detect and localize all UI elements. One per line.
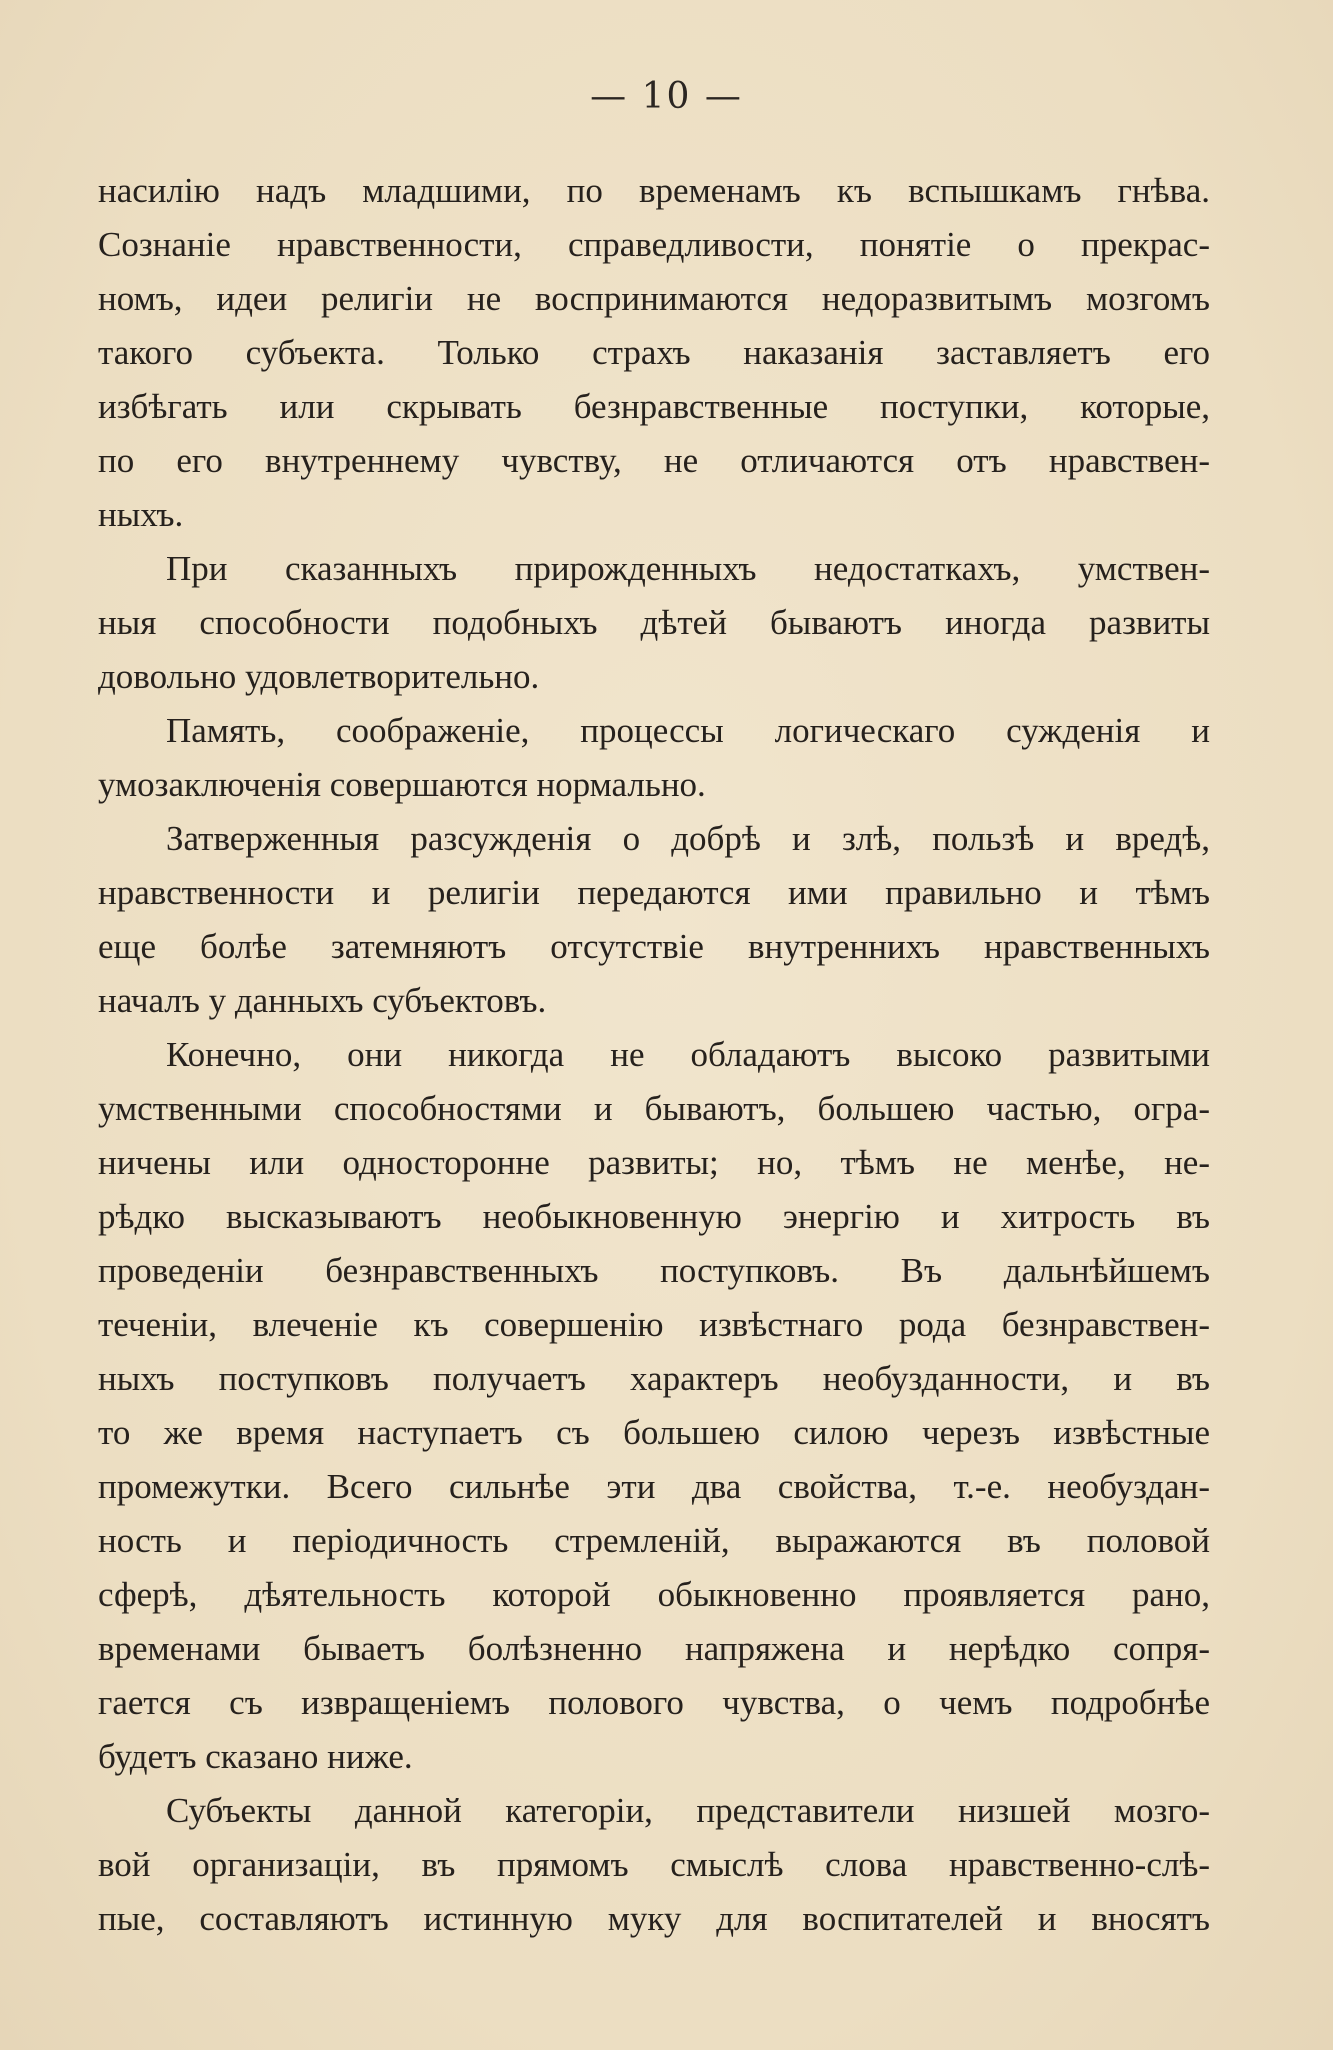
text-line: Память, соображеніе, процессы логическаго сужденія и bbox=[166, 711, 1210, 750]
text-line: ничены или односторонне развиты; но, тѣмъ не менѣе, не- bbox=[98, 1143, 1210, 1182]
text-line: будетъ сказано ниже. bbox=[98, 1737, 413, 1776]
page-number: — 10 — bbox=[590, 76, 743, 117]
text-line: вой организаціи, въ прямомъ смыслѣ слова нравственно-слѣ- bbox=[98, 1845, 1210, 1884]
text-line: теченіи, влеченіе къ совершенію извѣстнаго рода безнравствен- bbox=[98, 1305, 1210, 1344]
text-line: Субъекты данной категоріи, представители низшей мозго- bbox=[166, 1791, 1210, 1830]
text-line: избѣгать или скрывать безнравственные поступки, которые, bbox=[98, 387, 1210, 426]
text-line: нравственности и религіи передаются ими правильно и тѣмъ bbox=[98, 873, 1210, 912]
text-line: пые, составляютъ истинную муку для воспитателей и вносятъ bbox=[98, 1899, 1210, 1938]
paragraph-6 bbox=[98, 1784, 1210, 1946]
text-line: по его внутреннему чувству, не отличаются отъ нравствен- bbox=[98, 441, 1210, 480]
text-line: При сказанныхъ прирожденныхъ недостаткахъ, умствен- bbox=[166, 549, 1210, 588]
text-line: номъ, идеи религіи не воспринимаются недоразвитымъ мозгомъ bbox=[98, 279, 1210, 318]
text-line: ныхъ. bbox=[98, 495, 184, 534]
text-line: проведеніи безнравственныхъ поступковъ. Въ дальнѣйшемъ bbox=[98, 1251, 1210, 1290]
text-line: Затверженныя разсужденія о добрѣ и злѣ, пользѣ и вредѣ, bbox=[166, 819, 1210, 858]
text-line: то же время наступаетъ съ большею силою черезъ извѣстные bbox=[98, 1413, 1210, 1452]
paragraph-2 bbox=[98, 542, 1210, 704]
text-line: ныхъ поступковъ получаетъ характеръ необузданности, и въ bbox=[98, 1359, 1210, 1398]
text-line: сферѣ, дѣятельность которой обыкновенно проявляется рано, bbox=[98, 1575, 1210, 1614]
text-line: ность и періодичность стремленій, выражаются въ половой bbox=[98, 1521, 1210, 1560]
text-line: такого субъекта. Только страхъ наказанія заставляетъ его bbox=[98, 333, 1210, 372]
text-line: умственными способностями и бываютъ, большею частью, огра- bbox=[98, 1089, 1210, 1128]
paragraph-4 bbox=[98, 812, 1210, 1028]
paragraph-5 bbox=[98, 1028, 1210, 1784]
paragraph-1 bbox=[98, 164, 1210, 542]
text-line: еще болѣе затемняютъ отсутствіе внутреннихъ нравственныхъ bbox=[98, 927, 1210, 966]
text-line: Сознаніе нравственности, справедливости, понятіе о прекрас- bbox=[98, 225, 1210, 264]
text-line: насилію надъ младшими, по временамъ къ вспышкамъ гнѣва. bbox=[98, 171, 1210, 210]
text-line: умозаключенія совершаются нормально. bbox=[98, 765, 706, 804]
text-line: рѣдко высказываютъ необыкновенную энергію и хитрость въ bbox=[98, 1197, 1210, 1236]
text-line: довольно удовлетворительно. bbox=[98, 657, 540, 696]
text-line: Конечно, они никогда не обладаютъ высоко развитыми bbox=[166, 1035, 1210, 1074]
text-line: гается съ извращеніемъ полового чувства, о чемъ подробнѣе bbox=[98, 1683, 1210, 1722]
text-line: промежутки. Всего сильнѣе эти два свойства, т.-е. необуздан- bbox=[98, 1467, 1210, 1506]
text-line: началъ у данныхъ субъектовъ. bbox=[98, 981, 547, 1020]
paragraph-3 bbox=[98, 704, 1210, 812]
text-line: временами бываетъ болѣзненно напряжена и нерѣдко сопря- bbox=[98, 1629, 1210, 1668]
body-text bbox=[98, 164, 1210, 1946]
text-line: ныя способности подобныхъ дѣтей бываютъ иногда развиты bbox=[98, 603, 1210, 642]
